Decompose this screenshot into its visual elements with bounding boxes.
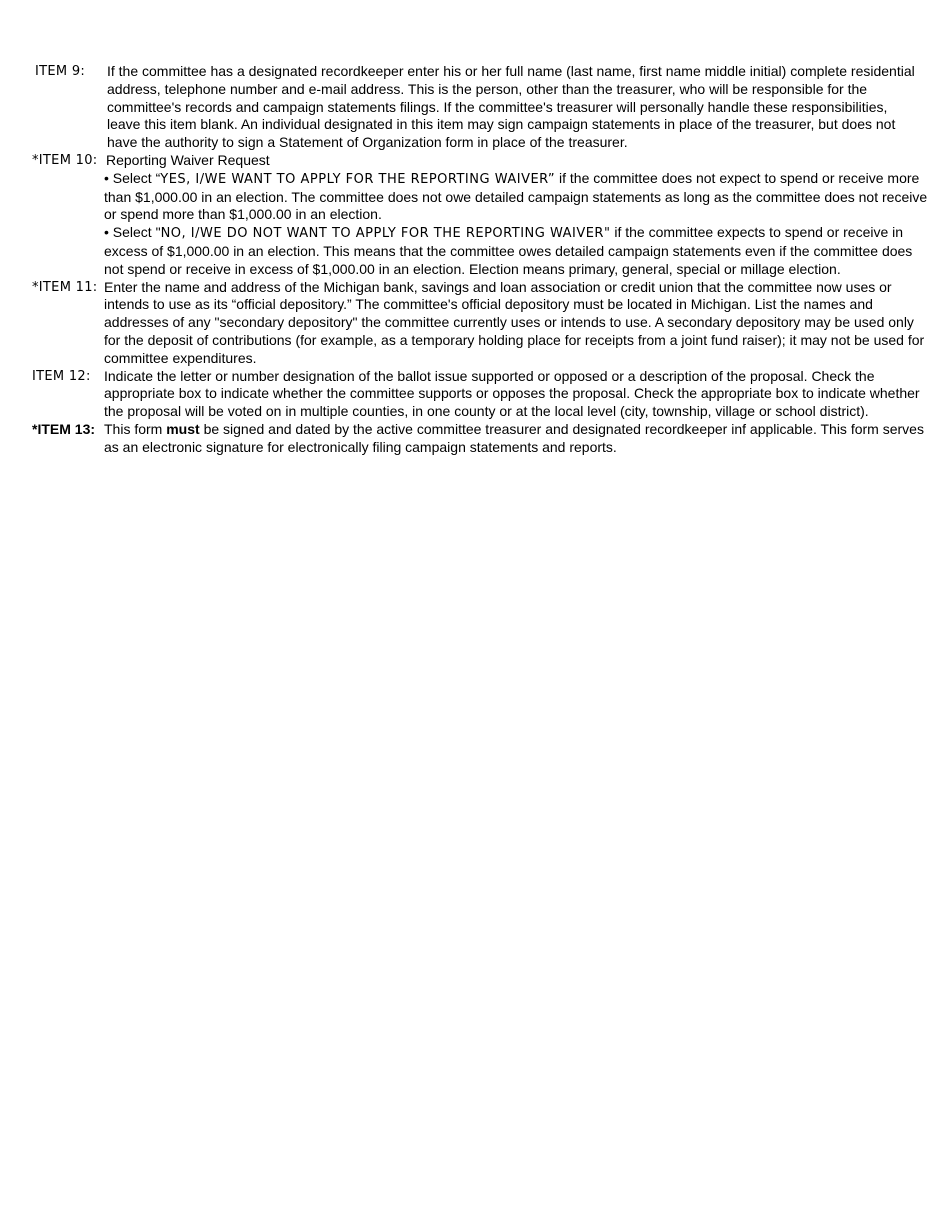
- item-10-option-no: [0, 224, 930, 278]
- item-10: [0, 152, 950, 279]
- item-13-emphasis: must: [166, 420, 200, 437]
- item-11-label: *ITEM 11:: [32, 279, 98, 295]
- item-10-option-yes: [0, 170, 930, 224]
- instructions-document: [0, 63, 950, 457]
- item-12-text: Indicate the letter or number designation of the ballot issue supported or opposed or a description of the proposal. Check the appropriate box to indicate whether the committee supports or opposes the proposal. Check the appropriate box to indicate whether the proposal will be voted on in multiple counties, in one county or at the local level (city, township, village or school district).: [104, 367, 920, 420]
- item-10-no-text: if the committee expects to spend or receive in excess of $1,000.00 in an election. This means that the committee owes detailed campaign statements even if the committee does not spend or receive in excess of $1,000.00 in an election. Election means primary, general, special or millage election.: [104, 224, 913, 277]
- item-10-no-option: NO, I/WE DO NOT WANT TO APPLY FOR THE REPORTING WAIVER": [160, 226, 611, 242]
- item-9-label: ITEM 9:: [35, 64, 86, 79]
- item-9-text: If the committee has a designated recordkeeper enter his or her full name (last name, first name middle initial) complete residential address, telephone number and e-mail address. This is the person, other than the treasurer, who will be responsible for the committee's records and campaign statements filings. If the committee's treasurer will personally handle these responsibilities, leave this item blank. An individual designated in this item may sign campaign statements in place of the treasurer, but does not have the authority to sign a Statement of Organization form in place of the treasurer.: [107, 63, 915, 151]
- item-11-text: Enter the name and address of the Michigan bank, savings and loan association or credit union that the committee now uses or intends to use as its “official depository.” The committee's official depository must be located in Michigan. List the names and addresses of any "secondary depository" the committee currently uses or intends to use. A secondary depository may be used only for the deposit of contributions (for example, as a temporary holding place for receipts from a joint fund raiser); it may not be used for committee expenditures.: [104, 278, 925, 366]
- item-13-text: [0, 421, 930, 457]
- item-10-label: *ITEM 10:: [32, 152, 98, 168]
- item-12-label: ITEM 12:: [32, 368, 91, 384]
- item-10-yes-prefix: • Select “: [104, 169, 161, 186]
- item-11: [0, 279, 950, 368]
- item-13-label: *ITEM 13:: [32, 420, 96, 437]
- item-9: [0, 63, 950, 152]
- item-13-text-after: be signed and dated by the active committee treasurer and designated recordkeeper inf applicable. This form serves as an electronic signature for electronically filing campaign statements and reports.: [104, 420, 924, 455]
- item-10-heading: Reporting Waiver Request: [106, 151, 270, 168]
- item-10-yes-text: if the committee does not expect to spend or receive more than $1,000.00 in an election. The committee does not owe detailed campaign statements as long as the committee does not receive or spend more than $1,000.00 in an election.: [104, 169, 928, 223]
- item-13: [0, 421, 950, 457]
- item-13-text-before: This form: [104, 420, 167, 437]
- item-12: [0, 368, 950, 421]
- item-10-yes-option: YES, I/WE WANT TO APPLY FOR THE REPORTING WAIVER”: [160, 171, 556, 187]
- item-10-no-prefix: • Select ": [104, 224, 161, 241]
